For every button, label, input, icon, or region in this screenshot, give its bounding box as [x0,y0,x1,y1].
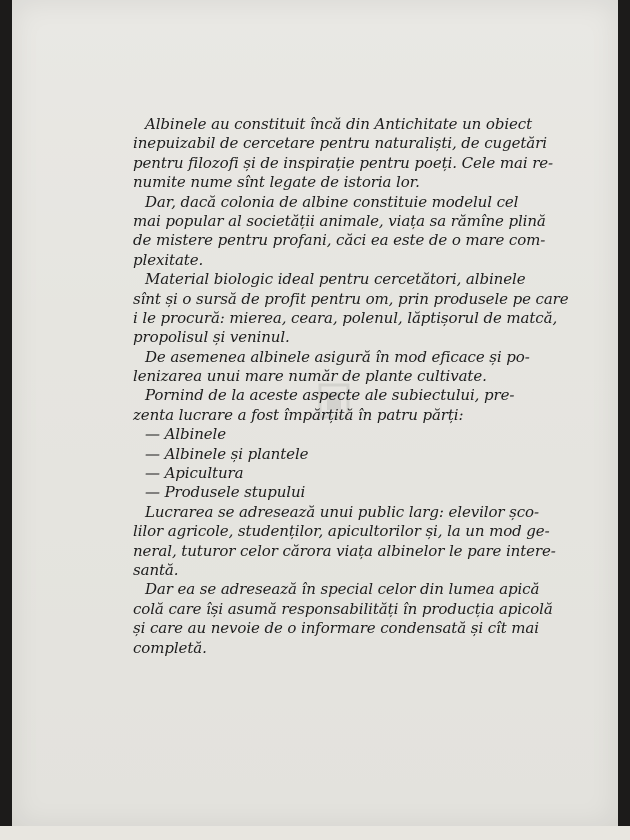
text-line: De asemenea albinele asigură în mod eficace și po- [145,347,530,366]
text-line: de mistere pentru profani, căci ea este de o mare com- [133,231,546,250]
parts-list [133,425,583,503]
text-line: propolisul și veninul. [133,328,290,347]
page-edge [0,826,630,840]
paragraph-1 [133,115,583,193]
text-line: completă. [133,638,207,657]
text-line: i le procură: mierea, ceara, polenul, lăptișorul de matcă, [133,308,558,327]
body-text [133,115,583,658]
text-line: lilor agricole, studenților, apicultorilor și, la un mod ge- [133,522,550,541]
text-line: santă. [133,560,179,579]
text-line: zenta lucrare a fost împărțită în patru părți: [133,405,464,424]
text-line: plexitate. [133,250,204,269]
paragraph-3 [133,270,583,348]
text-line: Pornind de la aceste aspecte ale subiectului, pre- [145,386,515,405]
paragraph-5 [133,386,583,425]
paragraph-7 [133,580,583,658]
text-line: inepuizabil de cercetare pentru naturaliști, de cugetări [133,134,547,153]
text-line: sînt și o sursă de profit pentru om, prin produsele pe care [133,289,569,308]
text-line: și care au nevoie de o informare condensată și cît mai [133,619,539,638]
text-line: numite nume sînt legate de istoria lor. [133,173,420,192]
text-line: neral, tuturor celor cărora viața albinelor le pare intere- [133,541,556,560]
text-line: Material biologic ideal pentru cercetători, albinele [145,270,526,289]
text-line: Lucrarea se adresează unui public larg: elevilor șco- [145,502,539,521]
text-line: colă care își asumă responsabilități în producția apicolă [133,599,553,618]
text-line: Albinele au constituit încă din Antichitate un obiect [145,115,533,133]
list-item: — Produsele stupului [145,483,306,502]
paragraph-2 [133,193,583,271]
text-line: pentru filozofi și de inspirație pentru poeți. Cele mai re- [133,153,554,172]
list-item: — Albinele și plantele [145,444,309,463]
paragraph-4 [133,348,583,387]
text-line: Dar, dacă colonia de albine constituie modelul cel [145,192,519,211]
paragraph-6 [133,503,583,581]
text-line: Dar ea se adresează în special celor din lumea apică [145,580,540,599]
text-line: lenizarea unui mare număr de plante cultivate. [133,367,487,386]
list-item: — Apicultura [145,464,244,483]
text-line: mai popular al societății animale, viața sa rămîne plină [133,211,546,230]
list-item: — Albinele [145,425,227,444]
